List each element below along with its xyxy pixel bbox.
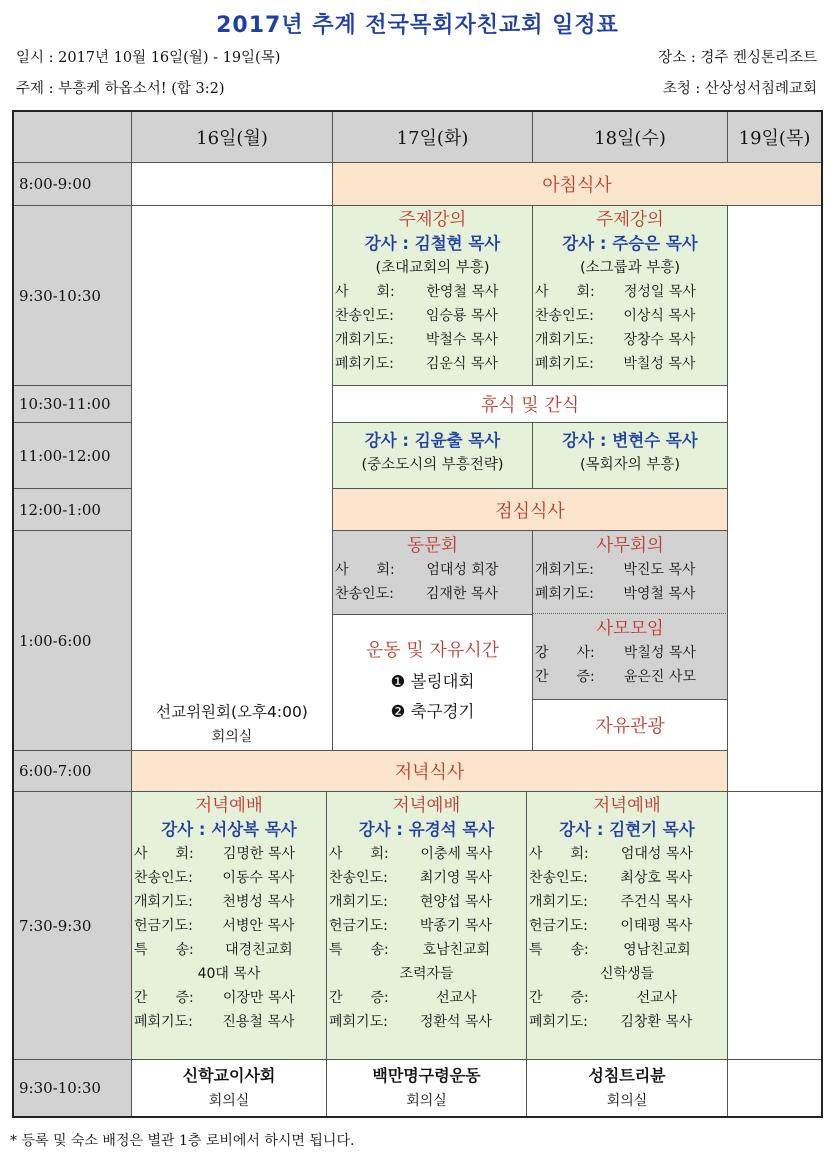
role-row: 간 증: 선교사 xyxy=(529,990,678,1006)
business-meeting-title: 사무회의 xyxy=(596,536,664,556)
role-row: 개회기도: 현양섭 목사 xyxy=(329,894,492,910)
day-header-tue: 17일(화) xyxy=(333,112,533,163)
worship-title: 저녁예배 xyxy=(593,796,661,816)
role-row: 개회기도: 박철수 목사 xyxy=(335,332,498,348)
time-slot: 10:30-11:00 xyxy=(14,386,132,423)
role-row: 폐회기도: 김창환 목사 xyxy=(529,1014,693,1030)
time-slot: 8:00-9:00 xyxy=(14,163,132,206)
time-slot: 6:00-7:00 xyxy=(14,751,132,792)
break-label: 휴식 및 간식 xyxy=(480,395,580,416)
late-lecture-wed-speaker: 강사 : 변현수 목사 xyxy=(562,431,698,450)
role-continuation: 40대 목사 xyxy=(197,966,261,982)
evening-worship-wed-cell xyxy=(527,792,728,1060)
empty-cell xyxy=(728,792,821,1060)
page-title: 2017년 추계 전국목회자친교회 일정표 xyxy=(216,13,619,38)
event-host: 초청 : 산상성서침례교회 xyxy=(662,81,817,97)
role-row: 사 회: 김명한 목사 xyxy=(134,846,295,862)
wives-meeting-title: 사모모임 xyxy=(596,619,664,639)
role-row: 사 회: 엄대성 목사 xyxy=(529,846,693,862)
role-row: 찬송인도: 임승룡 목사 xyxy=(335,308,498,324)
bowling-item: ❶ 볼링대회 xyxy=(390,672,475,691)
dinner-cell xyxy=(132,751,728,792)
late-lecture-wed-cell xyxy=(533,423,728,489)
role-continuation: 조력자들 xyxy=(399,966,454,982)
day-header-thu: 19일(목) xyxy=(728,112,821,163)
lunch-label: 점심식사 xyxy=(495,500,565,522)
business-meeting-cell xyxy=(533,531,728,614)
role-row: 사 회: 이충세 목사 xyxy=(329,846,493,862)
role-row: 찬송인도: 최기영 목사 xyxy=(329,870,492,886)
role-row: 개회기도: 박진도 목사 xyxy=(535,562,696,578)
role-row: 사 회: 엄대성 회장 xyxy=(335,562,499,578)
evening-worship-tue-cell xyxy=(327,792,527,1060)
corner-cell xyxy=(14,112,132,163)
free-tour-cell xyxy=(533,700,728,751)
board-meeting-room: 회의실 xyxy=(606,1093,648,1109)
role-row: 간 증: 윤은진 사모 xyxy=(535,669,696,685)
footnote: * 등록 및 숙소 배정은 별관 1층 로비에서 하시면 됩니다. xyxy=(10,1133,355,1149)
schedule-table xyxy=(12,110,823,1118)
late-lecture-tue-topic: (중소도시의 부흥전략) xyxy=(361,457,504,473)
lecture-tue-title: 주제강의 xyxy=(398,210,467,230)
worship-speaker: 강사 : 김현기 목사 xyxy=(559,820,695,839)
board-meeting-cell xyxy=(132,1060,327,1116)
lecture-wed-speaker: 강사 : 주승은 목사 xyxy=(562,234,698,253)
free-tour-label: 자유관광 xyxy=(595,716,665,737)
board-meeting-title: 신학교이사회 xyxy=(182,1066,276,1085)
role-row: 헌금기도: 이태평 목사 xyxy=(529,918,693,934)
role-row: 찬송인도: 최상호 목사 xyxy=(529,870,693,886)
board-meeting-title: 성침트리뷴 xyxy=(588,1066,666,1085)
role-row: 간 증: 이장만 목사 xyxy=(134,990,295,1006)
role-continuation: 신학생들 xyxy=(599,966,655,982)
time-slot: 9:30-10:30 xyxy=(14,1060,132,1116)
lecture-tue-topic: (초대교회의 부흥) xyxy=(375,260,490,276)
breakfast-cell xyxy=(333,163,821,206)
role-row: 사 회: 한영철 목사 xyxy=(335,284,499,300)
mission-committee-cell xyxy=(132,698,333,751)
board-meeting-cell xyxy=(527,1060,728,1116)
lecture-tue-speaker: 강사 : 김철현 목사 xyxy=(364,234,501,253)
role-row: 헌금기도: 박종기 목사 xyxy=(329,918,492,934)
role-row: 폐회기도: 정환석 목사 xyxy=(329,1014,492,1030)
worship-speaker: 강사 : 유경석 목사 xyxy=(358,820,495,839)
event-date: 일시 : 2017년 10월 16일(월) - 19일(목) xyxy=(16,50,281,66)
board-meeting-room: 회의실 xyxy=(208,1093,250,1109)
time-slot: 9:30-10:30 xyxy=(14,206,132,386)
role-row: 강 사: 박칠성 목사 xyxy=(535,645,696,661)
event-theme: 주제 : 부흥케 하옵소서! (합 3:2) xyxy=(16,81,225,97)
mission-committee-room: 회의실 xyxy=(211,729,253,745)
role-row: 폐회기도: 박영철 목사 xyxy=(535,586,696,602)
board-meeting-cell xyxy=(327,1060,527,1116)
role-row: 개회기도: 장창수 목사 xyxy=(535,332,696,348)
dinner-label: 저녁식사 xyxy=(394,762,465,783)
sports-cell xyxy=(333,615,533,751)
empty-cell xyxy=(728,1060,821,1116)
alumni-cell xyxy=(333,531,533,615)
role-row: 특 송: 영남친교회 xyxy=(529,942,691,958)
lecture-wed-cell xyxy=(533,206,728,386)
role-row: 사 회: 정성일 목사 xyxy=(535,284,696,300)
day-header-mon: 16일(월) xyxy=(132,112,333,163)
lecture-tue-cell xyxy=(333,206,533,386)
empty-cell xyxy=(728,206,821,792)
late-lecture-tue-speaker: 강사 : 김윤출 목사 xyxy=(364,431,501,450)
evening-worship-mon-cell xyxy=(132,792,327,1060)
lecture-wed-topic: (소그룹과 부흥) xyxy=(580,260,680,276)
role-row: 간 증: 선교사 xyxy=(329,990,477,1006)
role-row: 폐회기도: 진용철 목사 xyxy=(134,1014,295,1030)
lunch-cell xyxy=(333,489,728,531)
worship-title: 저녁예배 xyxy=(392,796,461,816)
role-row: 개회기도: 천병성 목사 xyxy=(134,894,295,910)
time-slot: 1:00-6:00 xyxy=(14,531,132,751)
breakfast-label: 아침식사 xyxy=(542,175,612,196)
break-cell xyxy=(333,386,728,423)
time-slot: 11:00-12:00 xyxy=(14,423,132,489)
day-header-wed: 18일(수) xyxy=(533,112,728,163)
lecture-wed-title: 주제강의 xyxy=(596,210,664,230)
empty-cell xyxy=(132,163,333,206)
event-place: 장소 : 경주 켄싱톤리조트 xyxy=(658,50,817,66)
role-row: 특 송: 호남친교회 xyxy=(329,942,491,958)
soccer-item: ❷ 축구경기 xyxy=(390,702,475,721)
late-lecture-tue-cell xyxy=(333,423,533,489)
wives-meeting-cell xyxy=(533,614,728,700)
time-slot: 7:30-9:30 xyxy=(14,792,132,1060)
board-meeting-room: 회의실 xyxy=(406,1093,447,1109)
alumni-title: 동문회 xyxy=(407,536,458,556)
role-row: 폐회기도: 김운식 목사 xyxy=(335,356,498,372)
board-meeting-title: 백만명구령운동 xyxy=(372,1066,481,1085)
empty-cell xyxy=(132,206,333,698)
late-lecture-wed-topic: (목회자의 부흥) xyxy=(580,457,680,473)
time-slot: 12:00-1:00 xyxy=(14,489,132,531)
role-row: 찬송인도: 이동수 목사 xyxy=(134,870,295,886)
worship-speaker: 강사 : 서상복 목사 xyxy=(161,820,297,839)
role-row: 찬송인도: 이상식 목사 xyxy=(535,308,696,324)
role-row: 특 송: 대경친교회 xyxy=(134,942,293,958)
role-row: 개회기도: 주건식 목사 xyxy=(529,894,693,910)
role-row: 찬송인도: 김재한 목사 xyxy=(335,586,498,602)
role-row: 헌금기도: 서병안 목사 xyxy=(134,918,295,934)
sports-title: 운동 및 자유시간 xyxy=(365,640,500,661)
mission-committee-title: 선교위원회(오후4:00) xyxy=(156,703,308,721)
role-row: 폐회기도: 박칠성 목사 xyxy=(535,356,696,372)
worship-title: 저녁예배 xyxy=(195,796,263,816)
